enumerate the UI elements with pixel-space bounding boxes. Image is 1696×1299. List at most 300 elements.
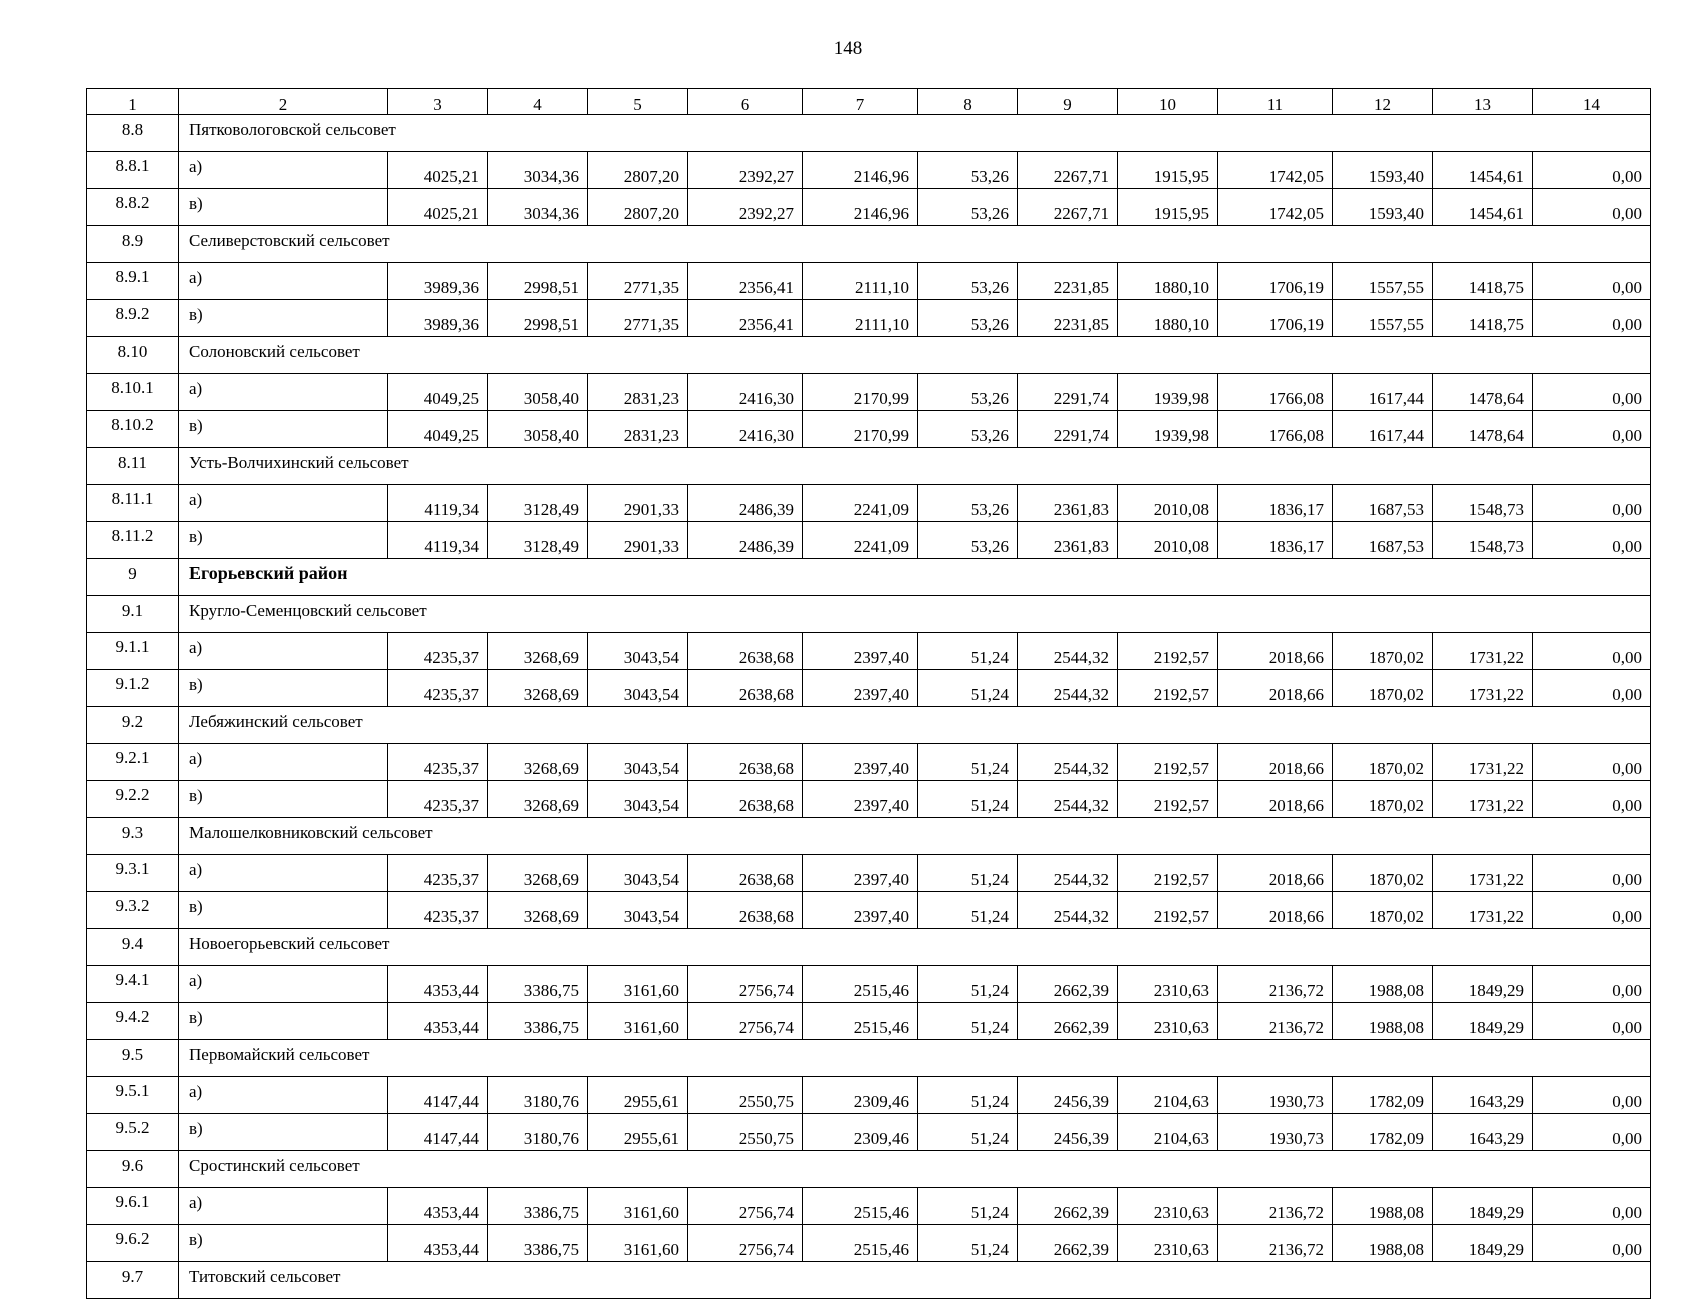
value-cell: 2291,74 — [1018, 411, 1118, 448]
section-title: Малошелковниковский сельсовет — [179, 818, 1651, 855]
section-code: 9.3 — [87, 818, 179, 855]
value-cell: 51,24 — [918, 670, 1018, 707]
row-label: в) — [179, 189, 388, 226]
row-label: а) — [179, 1188, 388, 1225]
value-cell: 53,26 — [918, 374, 1018, 411]
row-label: а) — [179, 1077, 388, 1114]
value-cell: 2397,40 — [803, 744, 918, 781]
section-row — [87, 1040, 1651, 1077]
value-cell: 2111,10 — [803, 263, 918, 300]
table-row — [87, 1077, 1651, 1114]
value-cell: 3161,60 — [588, 1003, 688, 1040]
row-code: 9.4.1 — [87, 966, 179, 1003]
row-code: 8.10.2 — [87, 411, 179, 448]
value-cell: 51,24 — [918, 1077, 1018, 1114]
value-cell: 1454,61 — [1433, 189, 1533, 226]
value-cell: 1849,29 — [1433, 1225, 1533, 1262]
row-label: в) — [179, 1003, 388, 1040]
value-cell: 4119,34 — [388, 522, 488, 559]
table-row — [87, 855, 1651, 892]
value-cell: 4353,44 — [388, 1225, 488, 1262]
value-cell: 2515,46 — [803, 1188, 918, 1225]
column-number: 11 — [1218, 89, 1333, 115]
district-row — [87, 559, 1651, 596]
value-cell: 51,24 — [918, 892, 1018, 929]
row-code: 9.5.1 — [87, 1077, 179, 1114]
value-cell: 2361,83 — [1018, 485, 1118, 522]
section-code: 8.8 — [87, 115, 179, 152]
value-cell: 3128,49 — [488, 485, 588, 522]
value-cell: 2756,74 — [688, 1225, 803, 1262]
column-number: 2 — [179, 89, 388, 115]
value-cell: 3161,60 — [588, 1225, 688, 1262]
value-cell: 3386,75 — [488, 1003, 588, 1040]
value-cell: 0,00 — [1533, 1188, 1651, 1225]
row-label: в) — [179, 522, 388, 559]
value-cell: 2291,74 — [1018, 374, 1118, 411]
value-cell: 1731,22 — [1433, 781, 1533, 818]
value-cell: 0,00 — [1533, 1114, 1651, 1151]
value-cell: 1731,22 — [1433, 744, 1533, 781]
value-cell: 3180,76 — [488, 1077, 588, 1114]
row-label: а) — [179, 152, 388, 189]
column-number: 7 — [803, 89, 918, 115]
value-cell: 53,26 — [918, 263, 1018, 300]
table-row — [87, 1114, 1651, 1151]
value-cell: 2397,40 — [803, 633, 918, 670]
row-code: 9.6.2 — [87, 1225, 179, 1262]
row-label: а) — [179, 633, 388, 670]
value-cell: 0,00 — [1533, 189, 1651, 226]
value-cell: 51,24 — [918, 744, 1018, 781]
value-cell: 2771,35 — [588, 263, 688, 300]
row-code: 9.1.2 — [87, 670, 179, 707]
value-cell: 2361,83 — [1018, 522, 1118, 559]
value-cell: 3268,69 — [488, 633, 588, 670]
row-code: 9.3.1 — [87, 855, 179, 892]
row-code: 9.4.2 — [87, 1003, 179, 1040]
value-cell: 1557,55 — [1333, 263, 1433, 300]
value-cell: 51,24 — [918, 781, 1018, 818]
table-row — [87, 633, 1651, 670]
row-code: 8.9.1 — [87, 263, 179, 300]
value-cell: 2192,57 — [1118, 855, 1218, 892]
value-cell: 0,00 — [1533, 300, 1651, 337]
value-cell: 1731,22 — [1433, 670, 1533, 707]
section-row — [87, 1151, 1651, 1188]
section-title: Лебяжинский сельсовет — [179, 707, 1651, 744]
row-label: в) — [179, 1114, 388, 1151]
value-cell: 2662,39 — [1018, 966, 1118, 1003]
value-cell: 3161,60 — [588, 966, 688, 1003]
district-title: Егорьевский район — [179, 559, 1651, 596]
value-cell: 0,00 — [1533, 1225, 1651, 1262]
value-cell: 2310,63 — [1118, 966, 1218, 1003]
value-cell: 3043,54 — [588, 855, 688, 892]
section-title: Усть-Волчихинский сельсовет — [179, 448, 1651, 485]
value-cell: 2397,40 — [803, 892, 918, 929]
value-cell: 51,24 — [918, 633, 1018, 670]
row-code: 8.9.2 — [87, 300, 179, 337]
value-cell: 2018,66 — [1218, 855, 1333, 892]
section-title: Пятковологовской сельсовет — [179, 115, 1651, 152]
value-cell: 1766,08 — [1218, 374, 1333, 411]
value-cell: 2756,74 — [688, 1188, 803, 1225]
value-cell: 2010,08 — [1118, 522, 1218, 559]
value-cell: 1548,73 — [1433, 522, 1533, 559]
value-cell: 1731,22 — [1433, 855, 1533, 892]
value-cell: 0,00 — [1533, 892, 1651, 929]
column-number: 1 — [87, 89, 179, 115]
section-title: Новоегорьевский сельсовет — [179, 929, 1651, 966]
value-cell: 1687,53 — [1333, 522, 1433, 559]
section-title: Кругло-Семенцовский сельсовет — [179, 596, 1651, 633]
value-cell: 2356,41 — [688, 263, 803, 300]
row-label: а) — [179, 966, 388, 1003]
value-cell: 2807,20 — [588, 152, 688, 189]
table-row — [87, 300, 1651, 337]
value-cell: 0,00 — [1533, 485, 1651, 522]
value-cell: 3268,69 — [488, 744, 588, 781]
row-code: 8.11.2 — [87, 522, 179, 559]
row-label: а) — [179, 374, 388, 411]
value-cell: 1836,17 — [1218, 522, 1333, 559]
value-cell: 4353,44 — [388, 1003, 488, 1040]
value-cell: 2018,66 — [1218, 892, 1333, 929]
value-cell: 2416,30 — [688, 411, 803, 448]
value-cell: 3989,36 — [388, 263, 488, 300]
value-cell: 1643,29 — [1433, 1114, 1533, 1151]
value-cell: 2831,23 — [588, 374, 688, 411]
value-cell: 4235,37 — [388, 670, 488, 707]
row-label: в) — [179, 1225, 388, 1262]
value-cell: 2638,68 — [688, 744, 803, 781]
value-cell: 0,00 — [1533, 633, 1651, 670]
row-code: 8.10.1 — [87, 374, 179, 411]
value-cell: 1782,09 — [1333, 1077, 1433, 1114]
value-cell: 1880,10 — [1118, 300, 1218, 337]
column-number: 12 — [1333, 89, 1433, 115]
value-cell: 4235,37 — [388, 892, 488, 929]
value-cell: 2136,72 — [1218, 1188, 1333, 1225]
section-code: 8.10 — [87, 337, 179, 374]
value-cell: 2831,23 — [588, 411, 688, 448]
value-cell: 1849,29 — [1433, 1188, 1533, 1225]
column-number: 10 — [1118, 89, 1218, 115]
value-cell: 3268,69 — [488, 781, 588, 818]
value-cell: 51,24 — [918, 1225, 1018, 1262]
value-cell: 2356,41 — [688, 300, 803, 337]
value-cell: 51,24 — [918, 1114, 1018, 1151]
value-cell: 4049,25 — [388, 374, 488, 411]
value-cell: 2807,20 — [588, 189, 688, 226]
value-cell: 2638,68 — [688, 781, 803, 818]
value-cell: 2638,68 — [688, 633, 803, 670]
section-code: 9.2 — [87, 707, 179, 744]
value-cell: 1454,61 — [1433, 152, 1533, 189]
value-cell: 1915,95 — [1118, 152, 1218, 189]
value-cell: 2241,09 — [803, 485, 918, 522]
value-cell: 0,00 — [1533, 152, 1651, 189]
value-cell: 2998,51 — [488, 263, 588, 300]
column-number: 5 — [588, 89, 688, 115]
value-cell: 1915,95 — [1118, 189, 1218, 226]
value-cell: 2416,30 — [688, 374, 803, 411]
section-row — [87, 707, 1651, 744]
value-cell: 2456,39 — [1018, 1077, 1118, 1114]
section-title: Первомайский сельсовет — [179, 1040, 1651, 1077]
value-cell: 1870,02 — [1333, 744, 1433, 781]
value-cell: 1418,75 — [1433, 263, 1533, 300]
row-label: а) — [179, 485, 388, 522]
value-cell: 1742,05 — [1218, 189, 1333, 226]
row-label: а) — [179, 263, 388, 300]
value-cell: 2486,39 — [688, 485, 803, 522]
value-cell: 2018,66 — [1218, 670, 1333, 707]
value-cell: 3043,54 — [588, 781, 688, 818]
value-cell: 51,24 — [918, 1188, 1018, 1225]
value-cell: 2309,46 — [803, 1114, 918, 1151]
value-cell: 1687,53 — [1333, 485, 1433, 522]
section-title: Сростинский сельсовет — [179, 1151, 1651, 1188]
section-row — [87, 226, 1651, 263]
value-cell: 2456,39 — [1018, 1114, 1118, 1151]
section-row — [87, 1262, 1651, 1299]
value-cell: 2397,40 — [803, 781, 918, 818]
value-cell: 0,00 — [1533, 1003, 1651, 1040]
value-cell: 2170,99 — [803, 374, 918, 411]
table-row — [87, 1225, 1651, 1262]
value-cell: 1478,64 — [1433, 411, 1533, 448]
value-cell: 2638,68 — [688, 855, 803, 892]
value-cell: 2309,46 — [803, 1077, 918, 1114]
section-code: 9.1 — [87, 596, 179, 633]
value-cell: 1870,02 — [1333, 892, 1433, 929]
value-cell: 3043,54 — [588, 744, 688, 781]
value-cell: 4025,21 — [388, 189, 488, 226]
value-cell: 3386,75 — [488, 966, 588, 1003]
value-cell: 2955,61 — [588, 1077, 688, 1114]
value-cell: 2241,09 — [803, 522, 918, 559]
column-number: 13 — [1433, 89, 1533, 115]
table-row — [87, 189, 1651, 226]
row-code: 9.5.2 — [87, 1114, 179, 1151]
section-code: 9 — [87, 559, 179, 596]
column-number: 6 — [688, 89, 803, 115]
value-cell: 3128,49 — [488, 522, 588, 559]
value-cell: 3161,60 — [588, 1188, 688, 1225]
value-cell: 1742,05 — [1218, 152, 1333, 189]
value-cell: 1880,10 — [1118, 263, 1218, 300]
value-cell: 4147,44 — [388, 1077, 488, 1114]
value-cell: 3268,69 — [488, 892, 588, 929]
value-cell: 2544,32 — [1018, 892, 1118, 929]
value-cell: 4235,37 — [388, 744, 488, 781]
value-cell: 3180,76 — [488, 1114, 588, 1151]
value-cell: 2310,63 — [1118, 1188, 1218, 1225]
row-label: а) — [179, 855, 388, 892]
value-cell: 2550,75 — [688, 1114, 803, 1151]
value-cell: 1939,98 — [1118, 411, 1218, 448]
value-cell: 3268,69 — [488, 670, 588, 707]
value-cell: 1870,02 — [1333, 855, 1433, 892]
value-cell: 1731,22 — [1433, 633, 1533, 670]
value-cell: 2392,27 — [688, 189, 803, 226]
value-cell: 1617,44 — [1333, 374, 1433, 411]
value-cell: 1593,40 — [1333, 152, 1433, 189]
value-cell: 51,24 — [918, 855, 1018, 892]
value-cell: 0,00 — [1533, 522, 1651, 559]
value-cell: 2397,40 — [803, 670, 918, 707]
table-row — [87, 744, 1651, 781]
row-code: 9.1.1 — [87, 633, 179, 670]
value-cell: 53,26 — [918, 522, 1018, 559]
section-row — [87, 818, 1651, 855]
row-label: а) — [179, 744, 388, 781]
row-code: 9.2.2 — [87, 781, 179, 818]
table-row — [87, 485, 1651, 522]
value-cell: 2231,85 — [1018, 263, 1118, 300]
value-cell: 1849,29 — [1433, 1003, 1533, 1040]
value-cell: 2998,51 — [488, 300, 588, 337]
value-cell: 1643,29 — [1433, 1077, 1533, 1114]
value-cell: 2104,63 — [1118, 1077, 1218, 1114]
value-cell: 0,00 — [1533, 374, 1651, 411]
section-code: 8.11 — [87, 448, 179, 485]
value-cell: 2310,63 — [1118, 1003, 1218, 1040]
value-cell: 53,26 — [918, 152, 1018, 189]
section-row — [87, 115, 1651, 152]
value-cell: 3043,54 — [588, 633, 688, 670]
value-cell: 2544,32 — [1018, 855, 1118, 892]
value-cell: 2267,71 — [1018, 189, 1118, 226]
value-cell: 2515,46 — [803, 1225, 918, 1262]
table-row — [87, 152, 1651, 189]
value-cell: 1930,73 — [1218, 1077, 1333, 1114]
column-number: 4 — [488, 89, 588, 115]
value-cell: 4049,25 — [388, 411, 488, 448]
section-code: 8.9 — [87, 226, 179, 263]
value-cell: 0,00 — [1533, 670, 1651, 707]
value-cell: 0,00 — [1533, 855, 1651, 892]
value-cell: 2018,66 — [1218, 781, 1333, 818]
section-row — [87, 596, 1651, 633]
table-row — [87, 411, 1651, 448]
value-cell: 1782,09 — [1333, 1114, 1433, 1151]
value-cell: 1478,64 — [1433, 374, 1533, 411]
value-cell: 4235,37 — [388, 855, 488, 892]
value-cell: 4353,44 — [388, 1188, 488, 1225]
value-cell: 1870,02 — [1333, 633, 1433, 670]
row-label: в) — [179, 411, 388, 448]
value-cell: 2515,46 — [803, 966, 918, 1003]
value-cell: 2397,40 — [803, 855, 918, 892]
table-row — [87, 522, 1651, 559]
value-cell: 2544,32 — [1018, 670, 1118, 707]
value-cell: 2192,57 — [1118, 892, 1218, 929]
value-cell: 3386,75 — [488, 1225, 588, 1262]
value-cell: 1766,08 — [1218, 411, 1333, 448]
value-cell: 2231,85 — [1018, 300, 1118, 337]
value-cell: 1836,17 — [1218, 485, 1333, 522]
value-cell: 2756,74 — [688, 1003, 803, 1040]
row-code: 8.11.1 — [87, 485, 179, 522]
value-cell: 2146,96 — [803, 189, 918, 226]
value-cell: 1849,29 — [1433, 966, 1533, 1003]
value-cell: 53,26 — [918, 411, 1018, 448]
value-cell: 3268,69 — [488, 855, 588, 892]
value-cell: 2136,72 — [1218, 966, 1333, 1003]
table-row — [87, 670, 1651, 707]
value-cell: 2756,74 — [688, 966, 803, 1003]
value-cell: 2544,32 — [1018, 781, 1118, 818]
value-cell: 2550,75 — [688, 1077, 803, 1114]
page-number: 148 — [833, 38, 863, 59]
value-cell: 2192,57 — [1118, 633, 1218, 670]
section-row — [87, 929, 1651, 966]
table-row — [87, 781, 1651, 818]
row-label: в) — [179, 300, 388, 337]
value-cell: 4353,44 — [388, 966, 488, 1003]
table-row — [87, 1003, 1651, 1040]
column-number: 8 — [918, 89, 1018, 115]
table-row — [87, 1188, 1651, 1225]
section-title: Селиверстовский сельсовет — [179, 226, 1651, 263]
section-code: 9.5 — [87, 1040, 179, 1077]
value-cell: 2146,96 — [803, 152, 918, 189]
section-row — [87, 448, 1651, 485]
value-cell: 2662,39 — [1018, 1188, 1118, 1225]
value-cell: 3034,36 — [488, 189, 588, 226]
value-cell: 53,26 — [918, 485, 1018, 522]
value-cell: 3043,54 — [588, 892, 688, 929]
value-cell: 1870,02 — [1333, 670, 1433, 707]
value-cell: 2638,68 — [688, 892, 803, 929]
value-cell: 4235,37 — [388, 781, 488, 818]
section-code: 9.6 — [87, 1151, 179, 1188]
value-cell: 53,26 — [918, 189, 1018, 226]
value-cell: 2486,39 — [688, 522, 803, 559]
value-cell: 2018,66 — [1218, 744, 1333, 781]
value-cell: 3034,36 — [488, 152, 588, 189]
value-cell: 51,24 — [918, 966, 1018, 1003]
value-cell: 2136,72 — [1218, 1003, 1333, 1040]
tariff-table — [86, 88, 1651, 1299]
section-code: 9.7 — [87, 1262, 179, 1299]
column-number: 3 — [388, 89, 488, 115]
value-cell: 2662,39 — [1018, 1003, 1118, 1040]
value-cell: 3058,40 — [488, 374, 588, 411]
row-label: в) — [179, 892, 388, 929]
value-cell: 4119,34 — [388, 485, 488, 522]
value-cell: 1548,73 — [1433, 485, 1533, 522]
row-code: 9.2.1 — [87, 744, 179, 781]
value-cell: 1418,75 — [1433, 300, 1533, 337]
value-cell: 2018,66 — [1218, 633, 1333, 670]
value-cell: 2192,57 — [1118, 744, 1218, 781]
value-cell: 2662,39 — [1018, 1225, 1118, 1262]
value-cell: 1988,08 — [1333, 1225, 1433, 1262]
value-cell: 2771,35 — [588, 300, 688, 337]
column-number-row — [87, 89, 1651, 115]
value-cell: 1939,98 — [1118, 374, 1218, 411]
value-cell: 4235,37 — [388, 633, 488, 670]
value-cell: 1557,55 — [1333, 300, 1433, 337]
value-cell: 2010,08 — [1118, 485, 1218, 522]
section-title: Солоновский сельсовет — [179, 337, 1651, 374]
value-cell: 2392,27 — [688, 152, 803, 189]
table-row — [87, 892, 1651, 929]
